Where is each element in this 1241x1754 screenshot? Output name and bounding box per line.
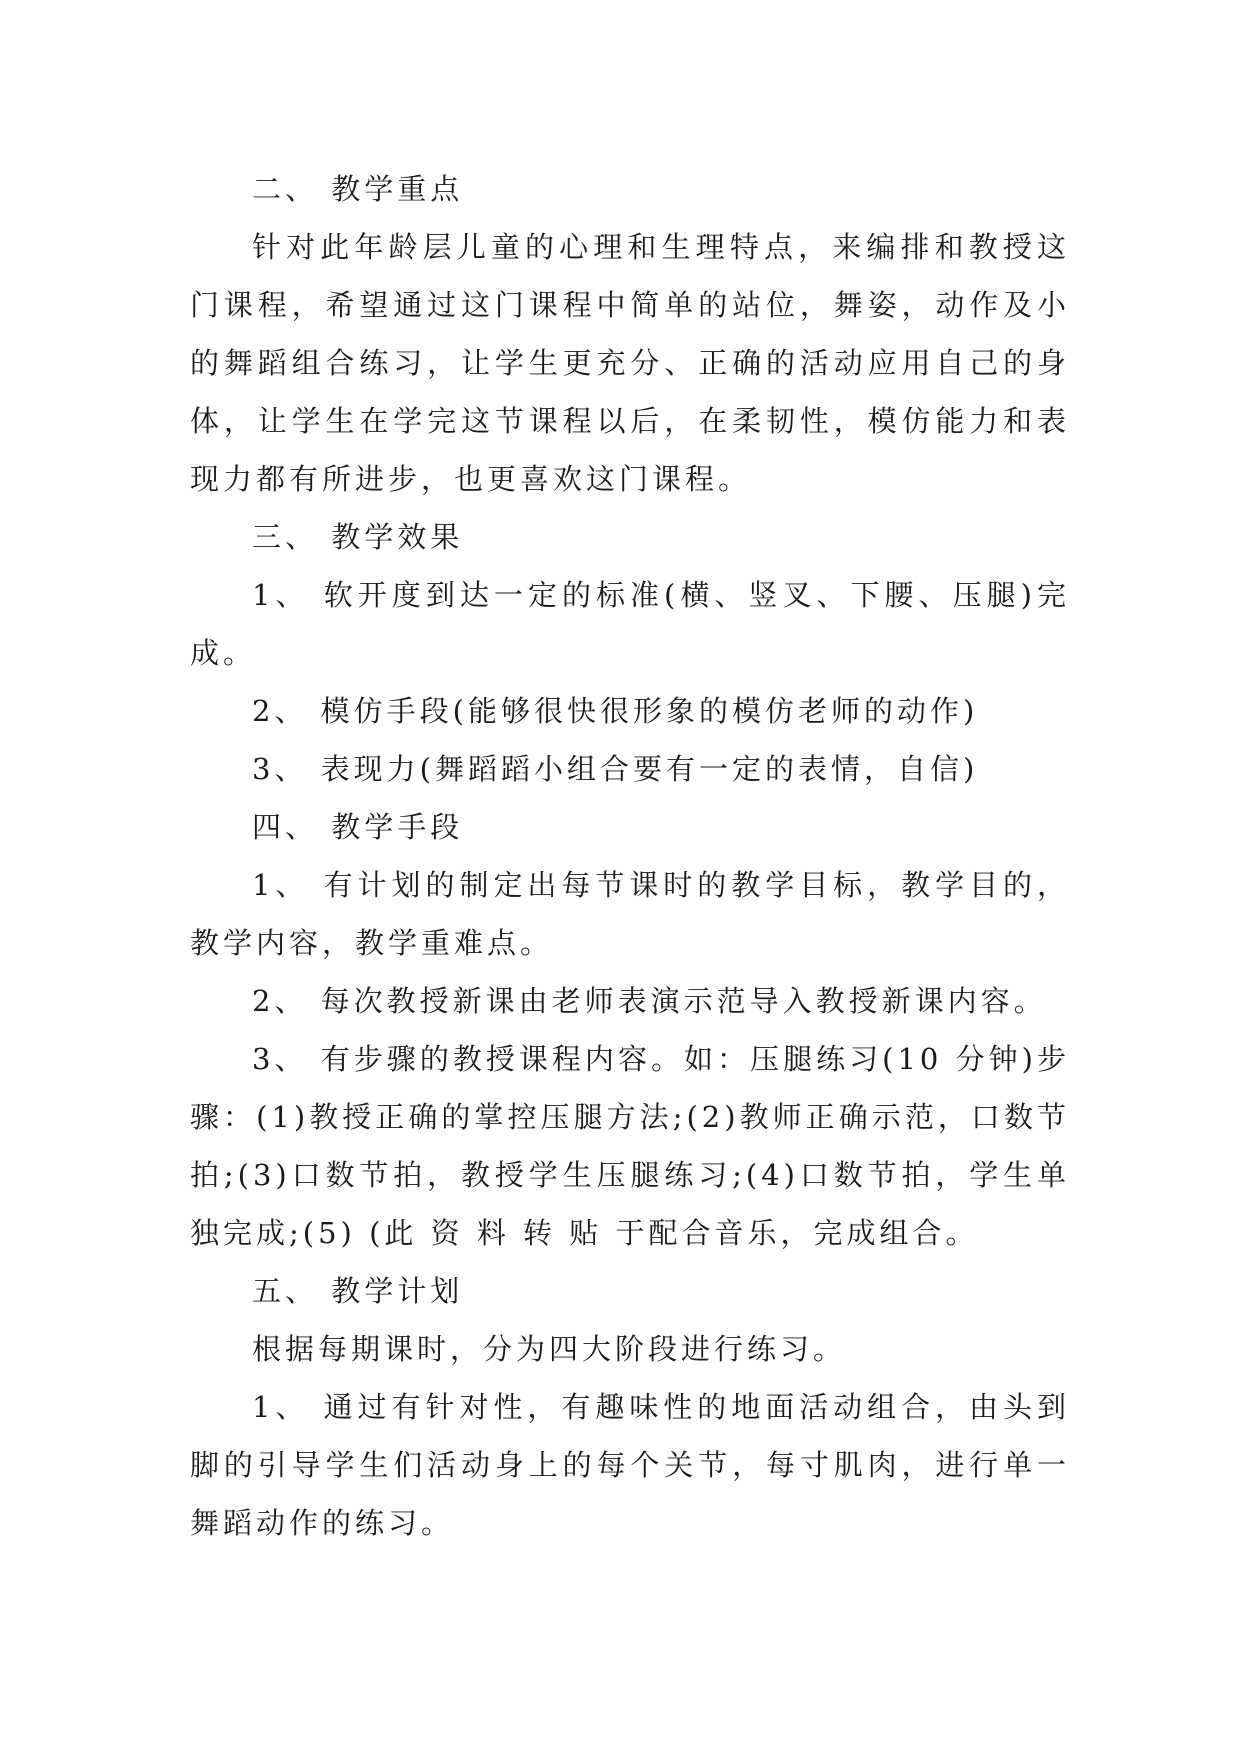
paragraph: 针对此年龄层儿童的心理和生理特点，来编排和教授这门课程，希望通过这门课程中简单的站位，舞姿，动作及小的舞蹈组合练习，让学生更充分、正确的活动应用自己的身体，让学生在学完这节课程以后，在柔韧性，模仿能力和表现力都有所进步，也更喜欢这门课程。: [190, 230, 1070, 496]
paragraph: 3、 表现力(舞蹈蹈小组合要有一定的表情，自信): [252, 752, 979, 786]
paragraph: 2、 每次教授新课由老师表演示范导入教授新课内容。: [252, 984, 1047, 1018]
section-heading-3: 三、 教学效果: [252, 520, 464, 554]
paragraph: 根据每期课时，分为四大阶段进行练习。: [252, 1332, 847, 1366]
document-body: [190, 160, 1070, 1552]
paragraph: 3、 有步骤的教授课程内容。如：压腿练习(10 分钟)步骤：(1)教授正确的掌控压腿方法;(2)教师正确示范，口数节拍;(3)口数节拍，教授学生压腿练习;(4)口数节拍，学生单独完成;(5) (此 资 料 转 贴 于配合音乐，完成组合。: [190, 1042, 1070, 1250]
section-heading-2: 二、 教学重点: [252, 172, 464, 206]
paragraph: 1、 通过有针对性，有趣味性的地面活动组合，由头到脚的引导学生们活动身上的每个关节，每寸肌肉，进行单一舞蹈动作的练习。: [190, 1390, 1070, 1540]
paragraph: 1、 软开度到达一定的标准(横、竖叉、下腰、压腿)完成。: [190, 578, 1070, 670]
paragraph: 1、 有计划的制定出每节课时的教学目标，教学目的，教学内容，教学重难点。: [190, 868, 1070, 960]
section-heading-5: 五、 教学计划: [252, 1274, 464, 1308]
paragraph: 2、 模仿手段(能够很快很形象的模仿老师的动作): [252, 694, 979, 728]
section-heading-4: 四、 教学手段: [252, 810, 464, 844]
